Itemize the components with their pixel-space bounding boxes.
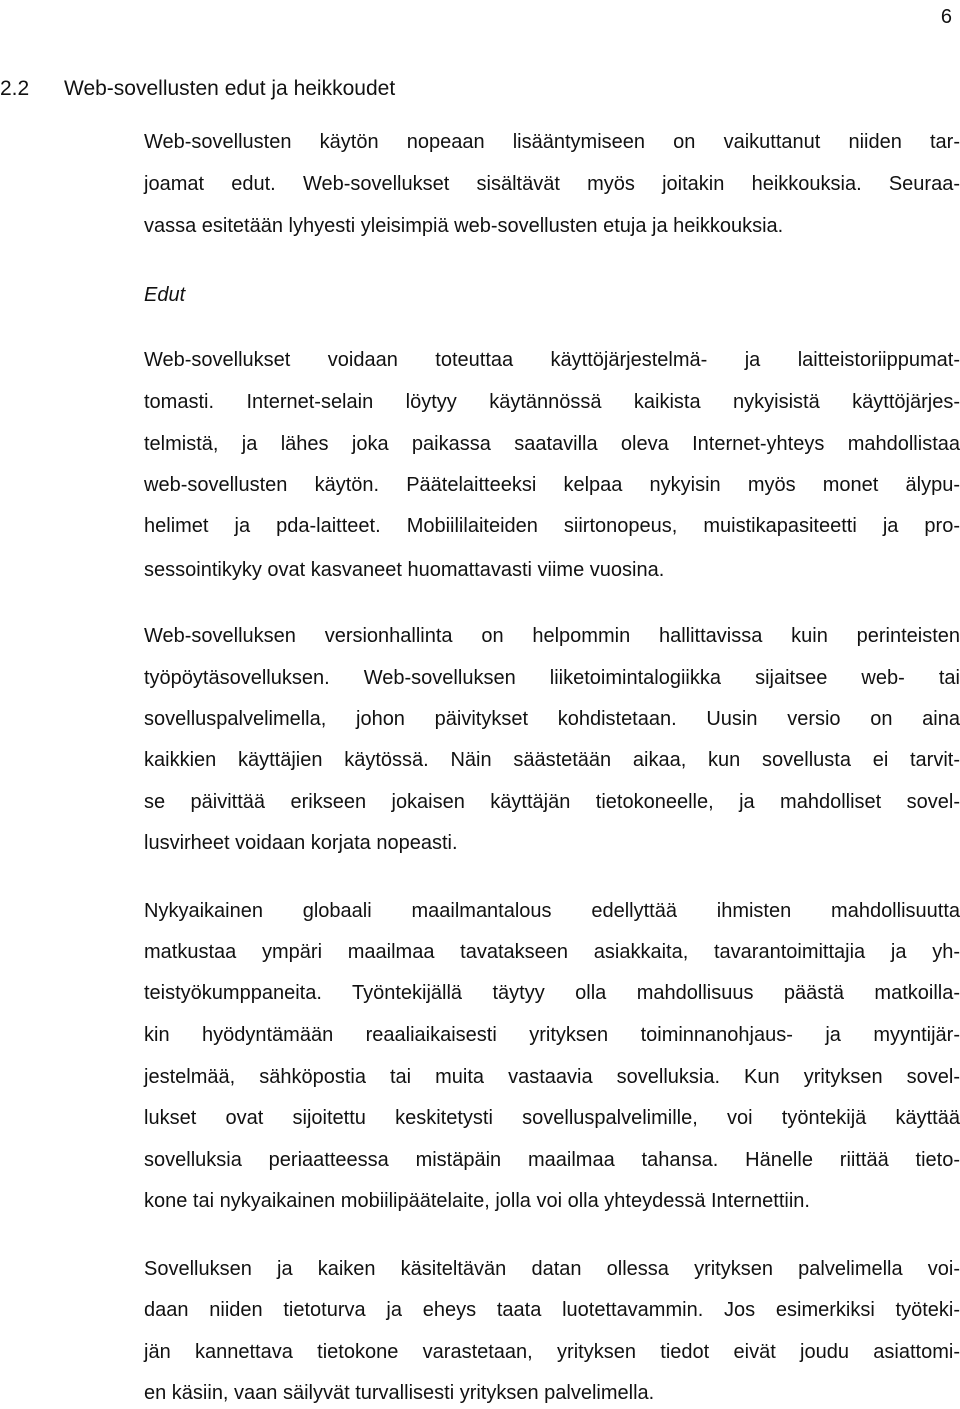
- text-line: Web-sovelluksen versionhallinta on helpommin hallittavissa kuin perinteisten: [144, 625, 960, 647]
- text-line: joamat edut. Web-sovellukset sisältävät myös joitakin heikkouksia. Seuraa-: [144, 173, 960, 195]
- text-line: Nykyaikainen globaali maailmantalous edellyttää ihmisten mahdollisuutta: [144, 900, 960, 922]
- text-line: en käsiin, vaan säilyvät turvallisesti yrityksen palvelimella.: [144, 1382, 655, 1404]
- text-line: Web-sovellusten käytön nopeaan lisääntymiseen on vaikuttanut niiden tar-: [144, 131, 960, 153]
- text-line: sovelluspalvelimella, johon päivitykset kohdistetaan. Uusin versio on aina: [144, 708, 960, 730]
- text-line: web-sovellusten käytön. Päätelaitteeksi kelpaa nykyisin myös monet älypu-: [144, 474, 960, 496]
- text-line: tomasti. Internet-selain löytyy käytännössä kaikista nykyisistä käyttöjärjes-: [144, 391, 960, 413]
- section-heading: [0, 75, 395, 103]
- subheading: Edut: [144, 284, 186, 306]
- text-line: sovelluksia periaatteessa mistäpäin maailmaa tahansa. Hänelle riittää tieto-: [144, 1149, 960, 1171]
- text-line: Web-sovellukset voidaan toteuttaa käyttöjärjestelmä- ja laitteistoriippumat-: [144, 349, 960, 371]
- text-line: kin hyödyntämään reaaliaikaisesti yrityksen toiminnanohjaus- ja myyntijär-: [144, 1024, 960, 1046]
- section-title: Web-sovellusten edut ja heikkoudet: [64, 77, 396, 100]
- text-line: matkustaa ympäri maailmaa tavatakseen asiakkaita, tavarantoimittajia ja yh-: [144, 941, 960, 963]
- text-line: jestelmää, sähköpostia tai muita vastaavia sovelluksia. Kun yrityksen sovel-: [144, 1066, 960, 1088]
- text-line: daan niiden tietoturva ja eheys taata luotettavammin. Jos esimerkiksi työteki-: [144, 1299, 960, 1321]
- text-line: telmistä, ja lähes joka paikassa saatavilla oleva Internet-yhteys mahdollistaa: [144, 433, 960, 455]
- text-line: sessointikyky ovat kasvaneet huomattavasti viime vuosina.: [144, 559, 665, 581]
- section-number: 2.2: [0, 77, 30, 100]
- page-number: 6: [940, 6, 952, 28]
- text-line: teistyökumppaneita. Työntekijällä täytyy olla mahdollisuus päästä matkoilla-: [144, 982, 960, 1004]
- text-line: se päivittää erikseen jokaisen käyttäjän tietokoneelle, ja mahdolliset sovel-: [144, 791, 960, 813]
- text-line: helimet ja pda-laitteet. Mobiililaiteiden siirtonopeus, muistikapasiteetti ja pro-: [144, 515, 960, 537]
- text-line: työpöytäsovelluksen. Web-sovelluksen liiketoimintalogiikka sijaitsee web- tai: [144, 667, 960, 689]
- text-line: Sovelluksen ja kaiken käsiteltävän datan ollessa yrityksen palvelimella voi-: [144, 1258, 960, 1280]
- text-line: kaikkien käyttäjien käytössä. Näin säästetään aikaa, kun sovellusta ei tarvit-: [144, 749, 960, 771]
- text-line: vassa esitetään lyhyesti yleisimpiä web-sovellusten etuja ja heikkouksia.: [144, 215, 784, 237]
- text-line: lukset ovat sijoitettu keskitetysti sovelluspalvelimille, voi työntekijä käyttää: [144, 1107, 960, 1129]
- text-line: lusvirheet voidaan korjata nopeasti.: [144, 832, 458, 854]
- text-line: kone tai nykyaikainen mobiilipäätelaite, jolla voi olla yhteydessä Internettiin.: [144, 1190, 810, 1212]
- text-line: jän kannettava tietokone varastetaan, yrityksen tiedot eivät joudu asiattomi-: [144, 1341, 960, 1363]
